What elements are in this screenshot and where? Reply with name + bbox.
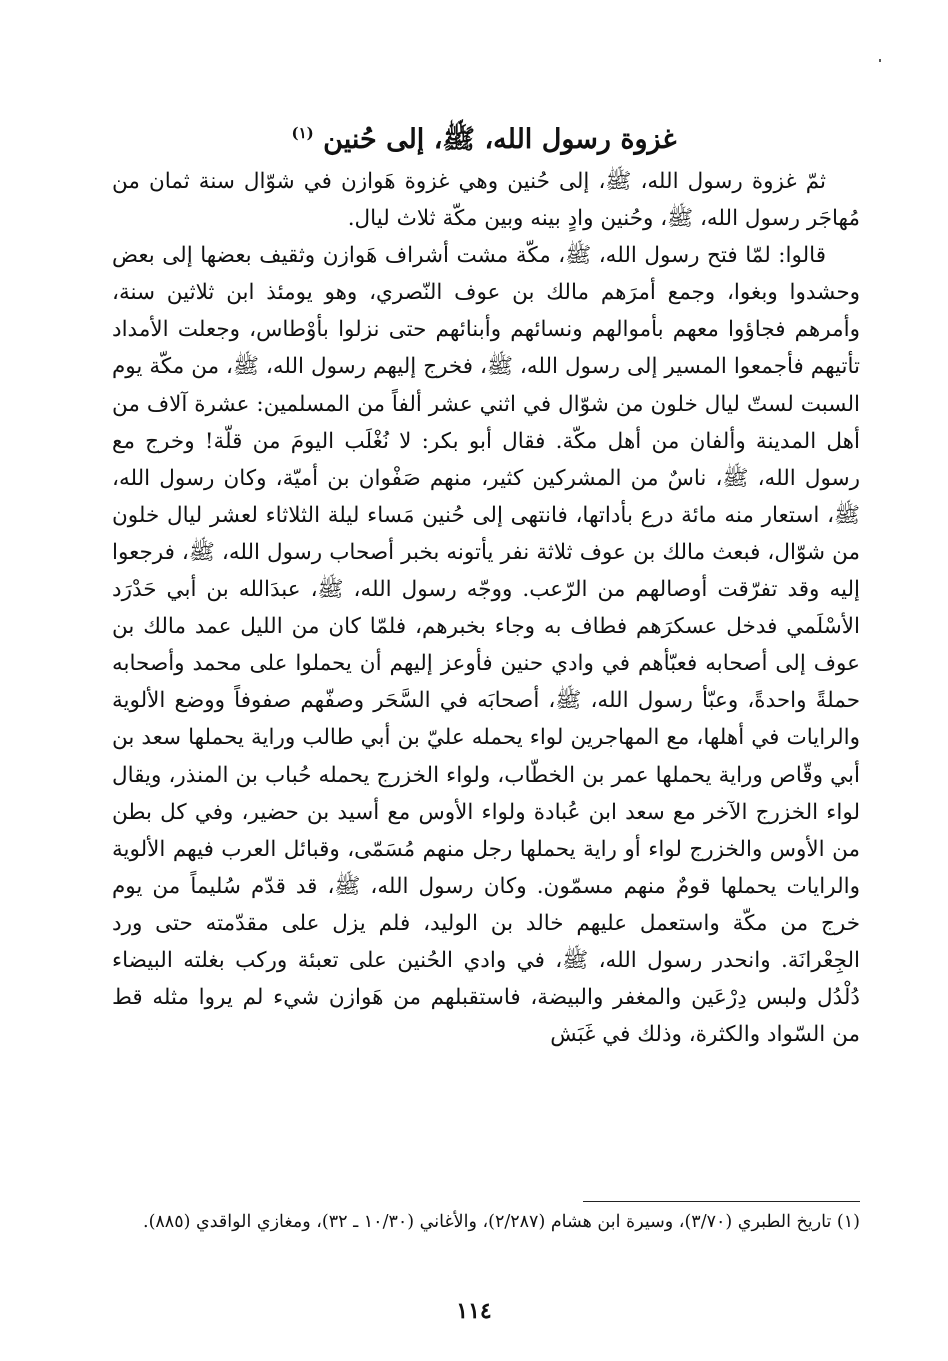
footnote: (١) تاريخ الطبري (٣/٧٠)، وسيرة ابن هشام (٢/٢٨٧)، والأغاني (١٠/٣٠ ـ ٣٢)، ومغازي الواقدي (٨٨٥). [143, 1212, 860, 1232]
footnote-divider [583, 1201, 860, 1202]
title-footnote-marker: (١) [291, 124, 314, 142]
paragraph-1: ثمّ غزوة رسول الله، ﷺ، إلى حُنين وهي غزوة هَوازن في شوّال سنة ثمان من مُهاجَر رسول الله، ﷺ، وحُنين وادٍ بينه وبين مكّة ثلاث ليال. [112, 169, 860, 232]
page-number: ١١٤ [456, 1298, 492, 1324]
scan-speck [879, 59, 881, 62]
chapter-title [110, 115, 858, 158]
body-text [112, 163, 860, 1053]
chapter-title-text: غزوة رسول الله، ﷺ، إلى حُنين [323, 124, 677, 155]
paragraph-2: قالوا: لمّا فتح رسول الله، ﷺ، مكّة مشت أشراف هَوازن وثقيف بعضها إلى بعض وحشدوا وبغوا، وجمع أمرَهم مالك بن عوف النّصري، وهو يومئذ ابن ثلاثين سنة، وأمرهم فجاؤوا معهم بأموالهم ونسائهم وأبنائهم حتى نزلوا بأوْطاس، وجعلت الأمداد تأتيهم فأجمعوا المسير إلى رسول الله، ﷺ، فخرج إليهم رسول الله، ﷺ، من مكّة يوم السبت لستّ ليال خلون من شوّال في اثني عشر ألفاً من المسلمين: عشرة آلاف من أهل المدينة وألفان من أهل مكّة. فقال أبو بكر: لا نُغْلَب اليومَ من قلّة! وخرج مع رسول الله، ﷺ، ناسٌ من المشركين كثير، منهم صَفْوان بن أميّة، وكان رسول الله، ﷺ، استعار منه مائة درع بأداتها، فانتهى إلى حُنين مَساء ليلة الثلاثاء لعشر ليال خلون من شوّال، فبعث مالك بن عوف ثلاثة نفر يأتونه بخبر أصحاب رسول الله، ﷺ، فرجعوا إليه وقد تفرّقت أوصالهم من الرّعب. ووجّه رسول الله، ﷺ، عبدَالله بن أبي حَدْرَد الأسْلَمي فدخل عسكرَهم فطاف به وجاء بخبرهم، فلمّا كان من الليل عمد مالك بن عوف إلى أصحابه فعبّأهم في وادي حنين فأوعز إليهم أن يحملوا على محمد وأصحابه حملةً واحدةً، وعبّأ رسول الله، ﷺ، أصحابَه في السَّحَر وصفّهم صفوفاً ووضع الألوية والرايات في أهلها، مع المهاجرين لواء يحمله عليّ بن أبي طالب وراية يحملها سعد بن أبي وقّاص وراية يحملها عمر بن الخطّاب، ولواء الخزرج يحمله حُباب بن المنذر، ويقال لواء الخزرج الآخر مع سعد ابن عُبادة ولواء الأوس مع أسيد بن حضير، وفي كل بطن من الأوس والخزرج لواء أو راية يحملها رجل منهم مُسَمّى، وقبائل العرب فيهم الألوية والرايات يحملها قومٌ منهم مسمّون. وكان رسول الله، ﷺ، قد قدّم سُليماً من يوم خرج من مكّة واستعمل عليهم خالد بن الوليد، فلم يزل على مقدّمته حتى ورد الجِعْرانَة. وانحدر رسول الله، ﷺ، في وادي الحُنين على تعبئة وركب بغلته البيضاء دُلْدُل ولبس دِرْعَين والمغفر والبيضة، فاستقبلهم من هَوازن شيء لم يروا مثله قط من السّواد والكثرة، وذلك في غَبَش [112, 243, 860, 1048]
